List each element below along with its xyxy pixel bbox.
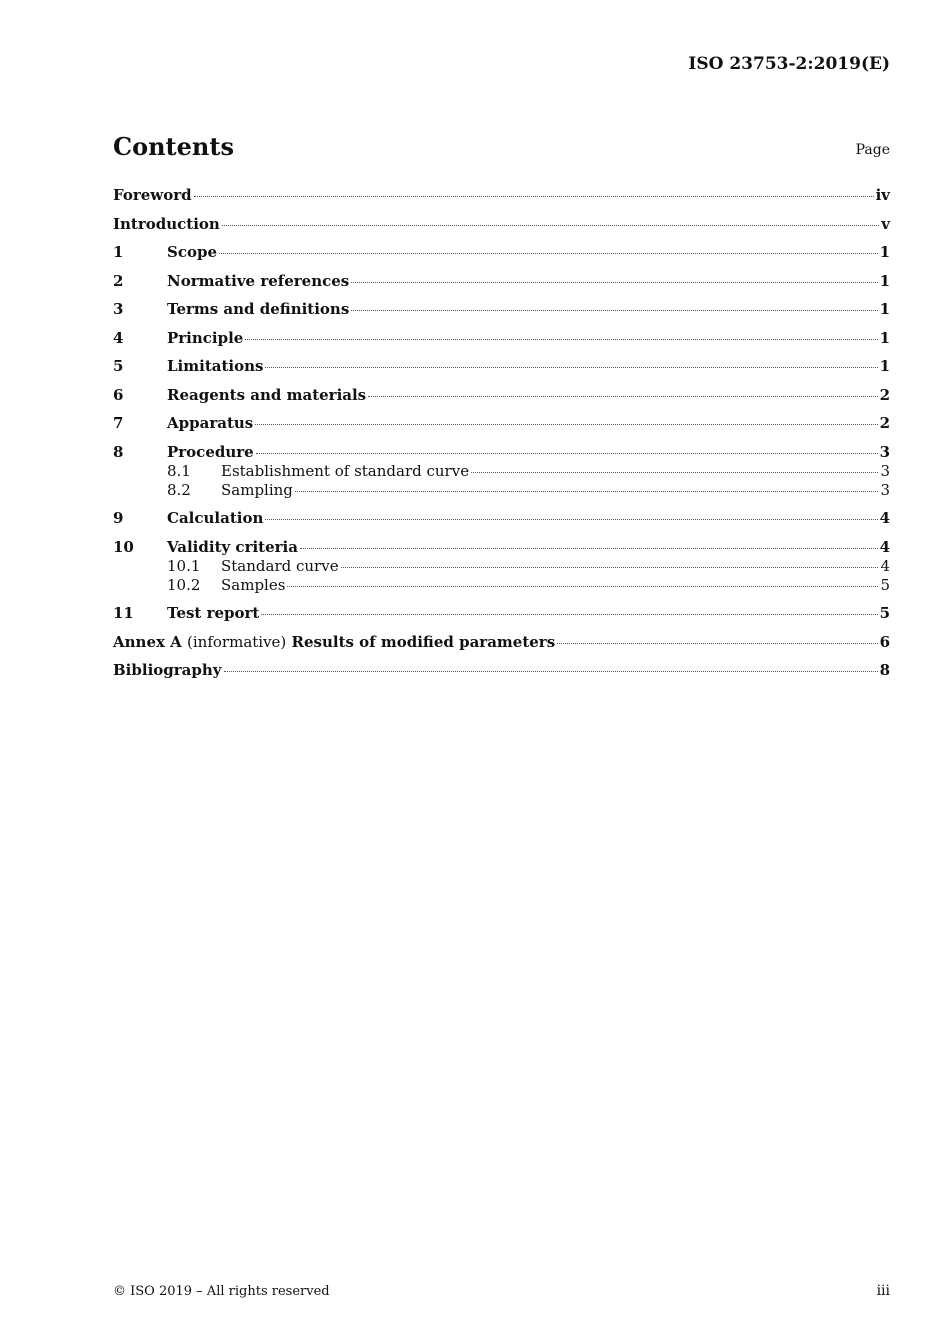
dot-leader [295,490,879,492]
toc-entry-label: Test report [167,604,260,622]
toc-entry-bibliography[interactable] [113,661,890,680]
toc-entry-principle[interactable] [113,329,890,348]
toc-entry-terms-and-definitions[interactable] [113,300,890,319]
dot-leader [261,613,877,615]
dot-leader [194,195,874,197]
toc-entry-number: 3 [113,300,124,318]
toc-entry-label: Establishment of standard curve [221,461,470,480]
toc-entry-label: Principle [167,328,244,347]
dot-leader [300,547,878,549]
dot-leader [224,670,878,672]
toc-entry-reagents-and-materials[interactable] [113,386,890,405]
toc-entry-number: 10.2 [167,575,201,594]
toc-entry-label: Apparatus [167,414,254,432]
toc-entry-number: 8 [113,442,124,461]
dot-leader [245,338,877,340]
toc-entry-label [113,633,555,652]
toc-entry-annex-a[interactable] [113,633,890,652]
toc-entry-number: 8.1 [167,461,191,480]
toc-entry-foreword[interactable] [113,186,890,205]
toc-subentry-sampling[interactable] [113,481,890,500]
toc-entry-number: 1 [113,243,124,261]
toc-entry-label: Bibliography [113,661,222,679]
toc-entry-normative-references[interactable] [113,272,890,291]
toc-entry-page: 5 [879,604,890,622]
toc-entry-page: 8 [879,661,890,679]
toc-entry-introduction[interactable] [113,215,890,234]
page-column-label: Page [855,142,890,158]
copyright-notice: © ISO 2019 – All rights reserved [113,1284,330,1299]
toc-title-row [113,132,890,162]
document-identifier: ISO 23753-2:2019(E) [688,54,890,74]
dot-leader [255,423,877,425]
dot-leader [219,252,878,254]
toc-entry-page: 2 [879,414,890,432]
toc-entry-label: Introduction [113,214,220,233]
toc-entry-label: Calculation [167,509,264,527]
toc-entry-number: 6 [113,385,124,404]
toc-entry-label: Procedure [167,442,254,461]
annex-type: (informative) [187,632,287,651]
toc-entry-label: Scope [167,243,218,261]
toc-entry-limitations[interactable] [113,357,890,376]
dot-leader [265,518,877,520]
dot-leader [256,452,878,454]
toc-entry-page: 3 [879,442,890,461]
annex-title: Results of modified parameters [291,632,556,651]
table-of-contents [113,186,890,680]
toc-entry-page: iv [875,186,890,204]
dot-leader [351,309,877,311]
toc-entry-label: Foreword [113,186,192,204]
page-number: iii [876,1283,890,1299]
toc-subentry-standard-curve-establishment[interactable] [113,462,890,481]
toc-entry-procedure[interactable] [113,443,890,462]
dot-leader [341,566,879,568]
toc-entry-calculation[interactable] [113,509,890,528]
toc-entry-page: 1 [879,300,890,318]
dot-leader [265,366,877,368]
toc-entry-page: 4 [879,509,890,527]
toc-entry-page: 4 [879,537,890,556]
dot-leader [471,471,878,473]
toc-entry-number: 10 [113,537,134,556]
toc-entry-page: 3 [880,461,890,480]
toc-entry-number: 10.1 [167,556,201,575]
dot-leader [557,642,877,644]
toc-entry-number: 5 [113,357,124,375]
toc-entry-page: 1 [879,328,890,347]
toc-entry-label: Reagents and materials [167,385,367,404]
toc-entry-label: Sampling [221,480,293,499]
dot-leader [287,585,878,587]
toc-entry-label: Limitations [167,357,264,375]
toc-entry-page: 3 [880,480,890,499]
toc-subentry-standard-curve[interactable] [113,557,890,576]
toc-entry-scope[interactable] [113,243,890,262]
annex-designation: Annex A [113,632,182,651]
toc-entry-page: 1 [879,243,890,261]
toc-entry-page: 5 [880,575,890,594]
toc-entry-label: Terms and definitions [167,300,350,318]
toc-entry-label: Samples [221,575,286,594]
toc-entry-label: Standard curve [221,556,339,575]
dot-leader [368,395,877,397]
toc-entry-validity-criteria[interactable] [113,538,890,557]
dot-leader [222,224,879,226]
toc-entry-label: Normative references [167,271,350,290]
toc-entry-label: Validity criteria [167,537,298,556]
toc-entry-number: 9 [113,509,124,527]
toc-entry-test-report[interactable] [113,604,890,623]
dot-leader [351,281,877,283]
toc-entry-number: 11 [113,604,134,622]
toc-entry-page: 1 [879,357,890,375]
toc-entry-number: 4 [113,328,124,347]
toc-entry-number: 7 [113,414,124,432]
toc-title: Contents [113,132,234,161]
toc-subentry-samples[interactable] [113,576,890,595]
toc-entry-page: 2 [879,385,890,404]
toc-entry-page: 1 [879,271,890,290]
toc-entry-page: 6 [879,632,890,651]
toc-entry-apparatus[interactable] [113,414,890,433]
toc-entry-page: v [881,214,890,233]
toc-entry-number: 2 [113,271,124,290]
toc-entry-page: 4 [880,556,890,575]
toc-entry-number: 8.2 [167,480,191,499]
